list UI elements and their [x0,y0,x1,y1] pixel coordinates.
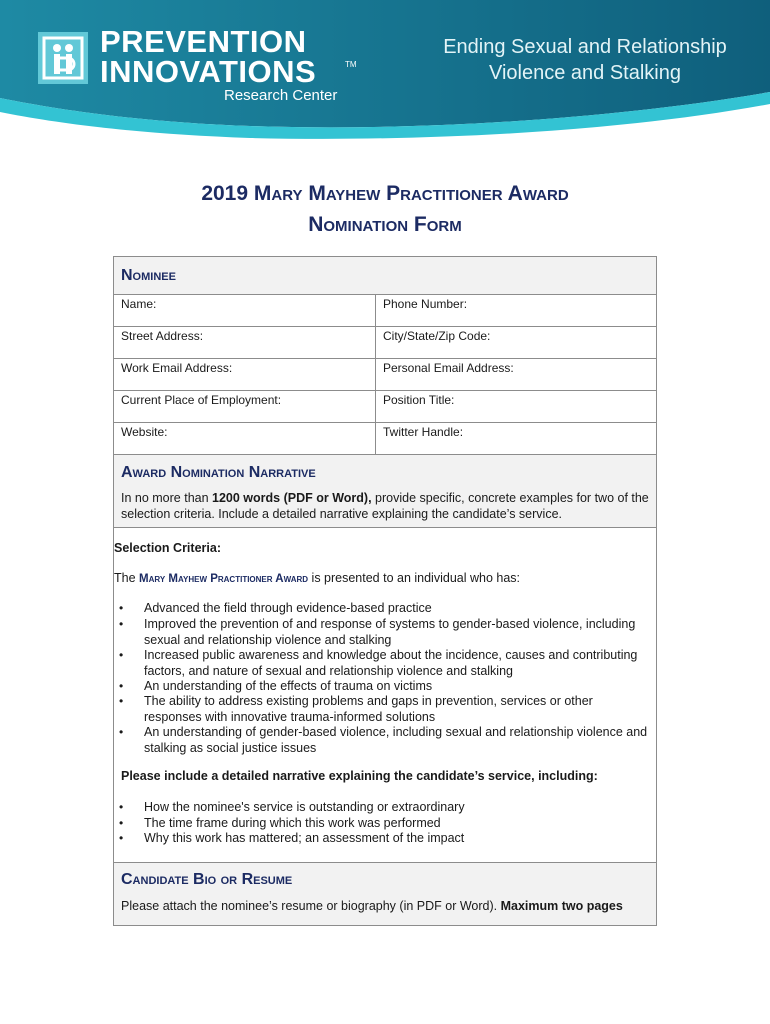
criteria-item-2-line2: sexual and relationship violence and stalking [144,632,392,647]
website-field-label[interactable]: Website: [121,425,168,439]
include-item-1: How the nominee's service is outstanding or extraordinary [144,800,465,814]
criteria-lead-pre: The [114,571,140,585]
divider [114,294,656,295]
header-banner [0,0,770,150]
divider [114,390,656,391]
narrative-heading: Award Nomination Narrative [121,464,316,481]
title-line1: 2019 Mary Mayhew Practitioner Award [201,182,569,205]
criteria-item-5-line1: The ability to address existing problems and gaps in prevention, services or other [144,694,593,708]
include-item-3: Why this work has mattered; an assessment of the impact [144,831,465,845]
criteria-heading: Selection Criteria: [114,541,221,555]
personal-email-field-label[interactable]: Personal Email Address: [383,361,514,375]
criteria-item-6-line2: stalking as social justice issues [144,740,317,755]
narrative-word-limit: 1200 words (PDF or Word), [212,491,372,505]
column-divider [375,294,376,454]
nomination-form [113,256,657,926]
criteria-item-4: An understanding of the effects of trauma on victims [144,679,433,693]
criteria-item-2-line1: Improved the prevention of and response of systems to gender-based violence, including [144,617,636,631]
narrative-intro-line2: selection criteria. Include a detailed narrative explaining the candidate’s service. [121,507,562,521]
divider [114,358,656,359]
criteria-item-6 [144,725,654,756]
bullet-icon: • [119,679,124,693]
tagline-line1: Ending Sexual and Relationship [443,36,727,58]
trademark-mark: TM [345,60,357,69]
criteria-item-6-line1: An understanding of gender-based violence, including sexual and relationship violence and [144,725,648,739]
phone-field-label[interactable]: Phone Number: [383,297,468,311]
bullet-icon: • [119,694,124,708]
divider [114,326,656,327]
criteria-item-3 [144,648,654,679]
name-field-label[interactable]: Name: [121,297,157,311]
city-state-zip-field-label[interactable]: City/State/Zip Code: [383,329,491,343]
employment-field-label[interactable]: Current Place of Employment: [121,393,282,407]
bullet-icon: • [119,617,124,631]
award-name: Mary Mayhew Practitioner Award [139,573,309,585]
divider [114,527,656,528]
bullet-icon: • [119,725,124,739]
bullet-icon: • [119,816,124,830]
criteria-item-2 [144,617,654,648]
tagline-line2: Violence and Stalking [489,62,681,84]
bio-heading: Candidate Bio or Resume [121,871,293,888]
bio-instructions [121,898,651,914]
bullet-icon: • [119,601,124,615]
bullet-icon: • [119,648,124,662]
criteria-item-3-line1: Increased public awareness and knowledge about the incidence, causes and contributing [144,648,638,662]
brand-name-line1: PREVENTION [100,24,307,59]
bio-text: Please attach the nominee’s resume or biography (in PDF or Word). [121,899,501,913]
criteria-item-1: Advanced the field through evidence-based practice [144,601,432,615]
tagline [400,34,770,86]
narrative-intro-pre: In no more than [121,491,213,505]
divider [114,422,656,423]
include-item-2: The time frame during which this work was performed [144,816,441,830]
bio-page-limit: Maximum two pages [500,899,623,913]
logo-icon [38,32,88,84]
street-address-field-label[interactable]: Street Address: [121,329,204,343]
bullet-icon: • [119,800,124,814]
criteria-item-5-line2: responses with innovative trauma-informed solutions [144,709,436,724]
criteria-lead [114,571,520,588]
nominee-heading: Nominee [114,257,656,294]
title-line2: Nomination Form [308,213,462,236]
narrative-intro-post: provide specific, concrete examples for two of the [371,491,649,505]
criteria-item-3-line2: factors, and nature of sexual and relationship violence and stalking [144,663,513,678]
criteria-lead-post: is presented to an individual who has: [308,571,521,585]
page-title [0,178,770,240]
twitter-field-label[interactable]: Twitter Handle: [383,425,464,439]
position-title-field-label[interactable]: Position Title: [383,393,455,407]
include-heading: Please include a detailed narrative explaining the candidate’s service, including: [121,769,598,783]
brand-name-line2: INNOVATIONS [100,54,317,89]
bullet-icon: • [119,831,124,845]
brand-subtitle: Research Center [224,87,338,104]
criteria-item-5 [144,694,654,725]
narrative-intro [121,490,651,506]
work-email-field-label[interactable]: Work Email Address: [121,361,233,375]
